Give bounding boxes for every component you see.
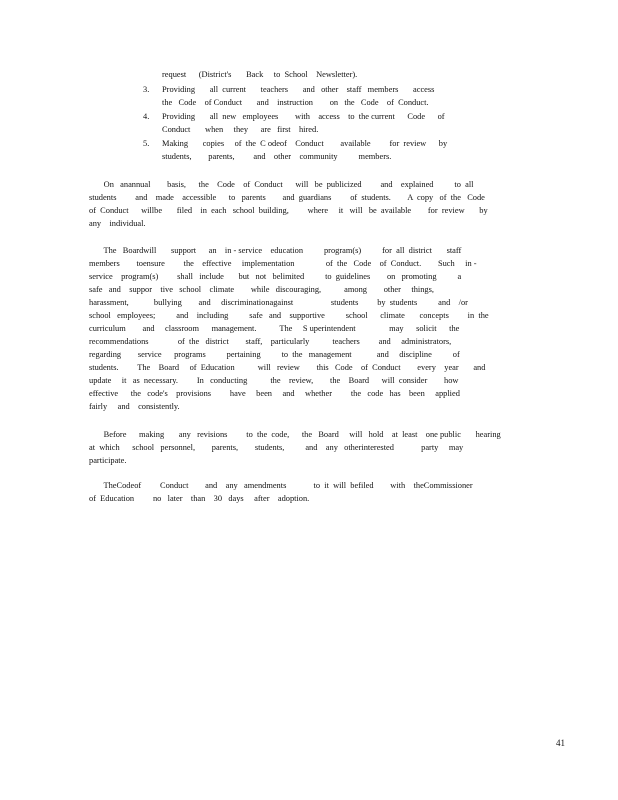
- list-item-line: students, parents, and other community members.: [162, 152, 392, 161]
- paragraph-line: TheCodeof Conduct and any amendments to it will befiled with theCommissioner: [89, 481, 473, 490]
- paragraph-line: curriculum and classroom management. The S uperintendent may solicit the: [89, 324, 460, 333]
- paragraph-line: students and made accessible to parents and guardians of students. A copy of the Code: [89, 193, 485, 202]
- list-number: 4.: [143, 112, 150, 121]
- paragraph-line: participate.: [89, 456, 127, 465]
- paragraph-line: service program(s) shall include but not belimited to guidelines on promoting a: [89, 272, 462, 281]
- list-item-line: Conduct when they are first hired.: [162, 125, 319, 134]
- paragraph-line: update it as necessary. In conducting the review, the Board will consider how: [89, 376, 459, 385]
- paragraph-line: at which school personnel, parents, students, and any otherinterested party may: [89, 443, 464, 452]
- paragraph-line: On anannual basis, the Code of Conduct will be publicized and explained to all: [89, 180, 474, 189]
- paragraph-line: school employees; and including safe and supportive school climate concepts in the: [89, 311, 489, 320]
- list-item-line: Making copies of the C odeof Conduct available for review by: [162, 139, 448, 148]
- paragraph-line: of Education no later than 30 days after adoption.: [89, 494, 310, 503]
- list-item-line: Providing all current teachers and other staff members access: [162, 85, 435, 94]
- list-number: 5.: [143, 139, 150, 148]
- list-item-line: the Code of Conduct and instruction on the Code of Conduct.: [162, 98, 429, 107]
- paragraph-line: students. The Board of Education will review this Code of Conduct every year and: [89, 363, 486, 372]
- page-number: 41: [556, 738, 565, 748]
- paragraph-line: fairly and consistently.: [89, 402, 180, 411]
- list-continuation: request (District's Back to School Newsletter).: [162, 70, 358, 79]
- paragraph-line: members toensure the effective implementation of the Code of Conduct. Such in -: [89, 259, 477, 268]
- paragraph-line: of Conduct willbe filed in each school building, where it will be available for review by: [89, 206, 488, 215]
- paragraph-line: harassment, bullying and discriminationagainst students by students and /or: [89, 298, 468, 307]
- paragraph-line: any individual.: [89, 219, 146, 228]
- paragraph-line: The Boardwill support an in - service education program(s) for all district staff: [89, 246, 462, 255]
- paragraph-line: recommendations of the district staff, particularly teachers and administrators,: [89, 337, 452, 346]
- paragraph-line: Before making any revisions to the code, the Board will hold at least one public hearing: [89, 430, 501, 439]
- list-item-line: Providing all new employees with access to the current Code of: [162, 112, 445, 121]
- paragraph-line: safe and suppor tive school climate while discouraging, among other things,: [89, 285, 434, 294]
- paragraph-line: regarding service programs pertaining to the management and discipline of: [89, 350, 460, 359]
- list-number: 3.: [143, 85, 150, 94]
- paragraph-line: effective the code's provisions have been and whether the code has been applied: [89, 389, 460, 398]
